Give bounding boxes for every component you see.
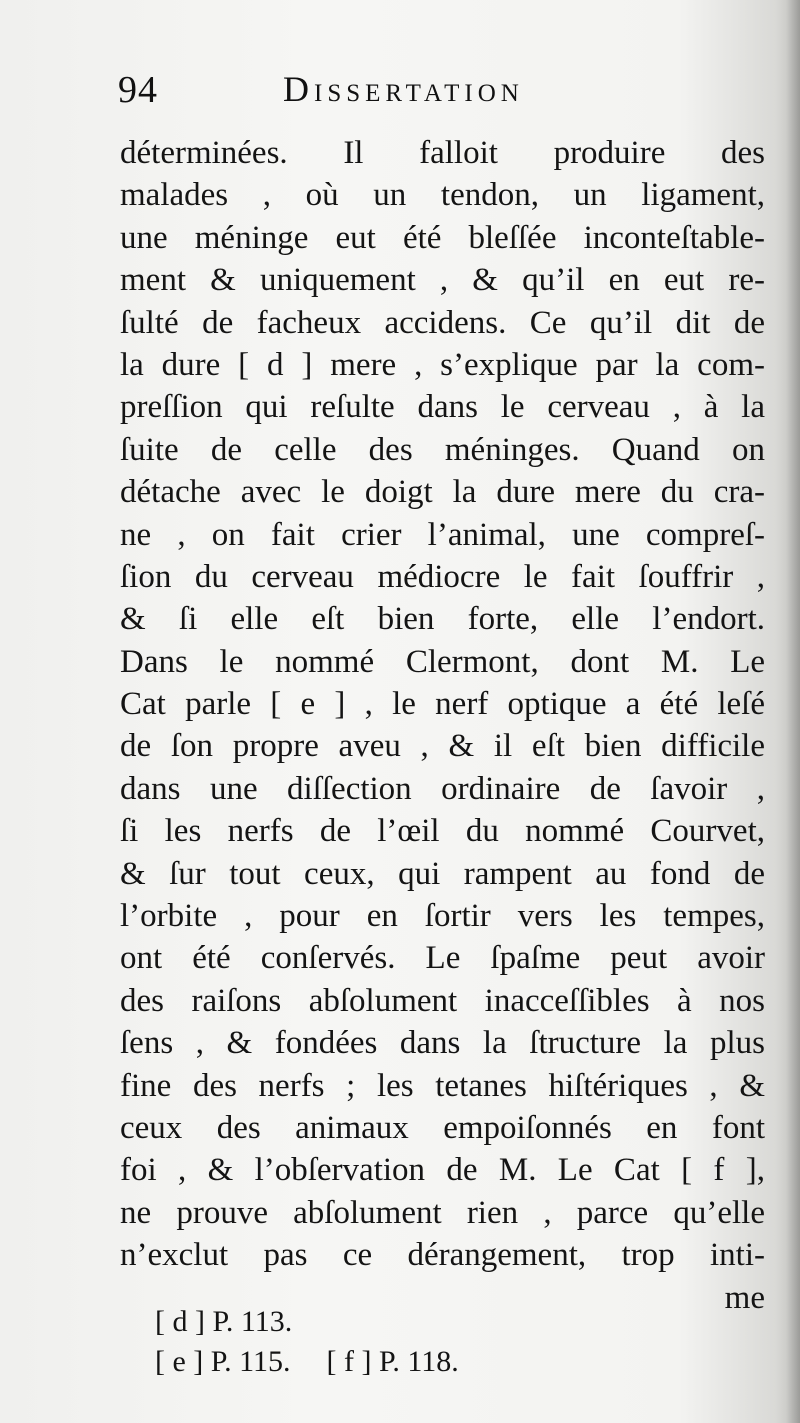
- text-line: ſuite de celle des méninges. Quand on: [120, 431, 765, 468]
- text-line: ſulté de facheux accidens. Ce qu’il dit de: [120, 304, 765, 341]
- text-line: de ſon propre aveu , & il eſt bien difficile: [120, 728, 765, 765]
- text-line: preſſion qui reſulte dans le cerveau , à la: [120, 389, 765, 426]
- text-line: fine des nerfs ; les tetanes hiſtériques , &: [120, 1067, 765, 1104]
- text-line: ment & uniquement , & qu’il en eut re-: [120, 262, 765, 299]
- page-number: 94: [118, 69, 158, 111]
- text-line: détache avec le doigt la dure mere du cra-: [120, 474, 765, 511]
- text-line: dans une diſſection ordinaire de ſavoir ,: [120, 770, 765, 807]
- text-line: la dure [ d ] mere , s’explique par la com-: [120, 346, 765, 383]
- text-line: ſion du cerveau médiocre le fait ſouffrir ,: [120, 558, 765, 595]
- text-line: ſi les nerfs de l’œil du nommé Courvet,: [120, 813, 765, 850]
- footnotes: [155, 1302, 655, 1382]
- text-line: malades , où un tendon, un ligament,: [120, 177, 765, 214]
- text-line: déterminées. Il falloit produire des: [120, 135, 765, 171]
- footnote-f: [ f ] P. 118.: [326, 1345, 459, 1378]
- text-line: ne prouve abſolument rien , parce qu’elle: [120, 1194, 765, 1231]
- page-edge-shadow: [786, 0, 800, 1423]
- running-head: Dissertation: [283, 69, 524, 109]
- text-line: & ſur tout ceux, qui rampent au fond de: [120, 855, 765, 892]
- text-line: une méninge eut été bleſſée inconteſtable-: [120, 219, 765, 256]
- text-line: foi , & l’obſervation de M. Le Cat [ f ],: [120, 1152, 765, 1189]
- footnote-e: [ e ] P. 115.: [155, 1345, 291, 1378]
- catchword: me: [724, 1279, 765, 1316]
- text-line: ne , on fait crier l’animal, une compreſ-: [120, 516, 765, 553]
- text-line: ont été conſervés. Le ſpaſme peut avoir: [120, 940, 765, 977]
- footnote-e-f-row: [155, 1342, 655, 1382]
- page-header: [118, 68, 638, 118]
- text-line: Cat parle [ e ] , le nerf optique a été leſé: [120, 686, 765, 723]
- text-line: des raiſons abſolument inacceſſibles à nos: [120, 982, 765, 1019]
- body-text: [120, 132, 765, 1319]
- text-line: ceux des animaux empoiſonnés en font: [120, 1109, 765, 1146]
- text-line: & ſi elle eſt bien forte, elle l’endort.: [120, 601, 765, 638]
- text-line: ſens , & fondées dans la ſtructure la plus: [120, 1025, 765, 1062]
- text-line: l’orbite , pour en ſortir vers les tempes,: [120, 898, 765, 935]
- footnote-d: [ d ] P. 113.: [155, 1305, 293, 1338]
- text-line: n’exclut pas ce dérangement, trop inti-: [120, 1237, 765, 1274]
- text-line: Dans le nommé Clermont, dont M. Le: [120, 643, 765, 680]
